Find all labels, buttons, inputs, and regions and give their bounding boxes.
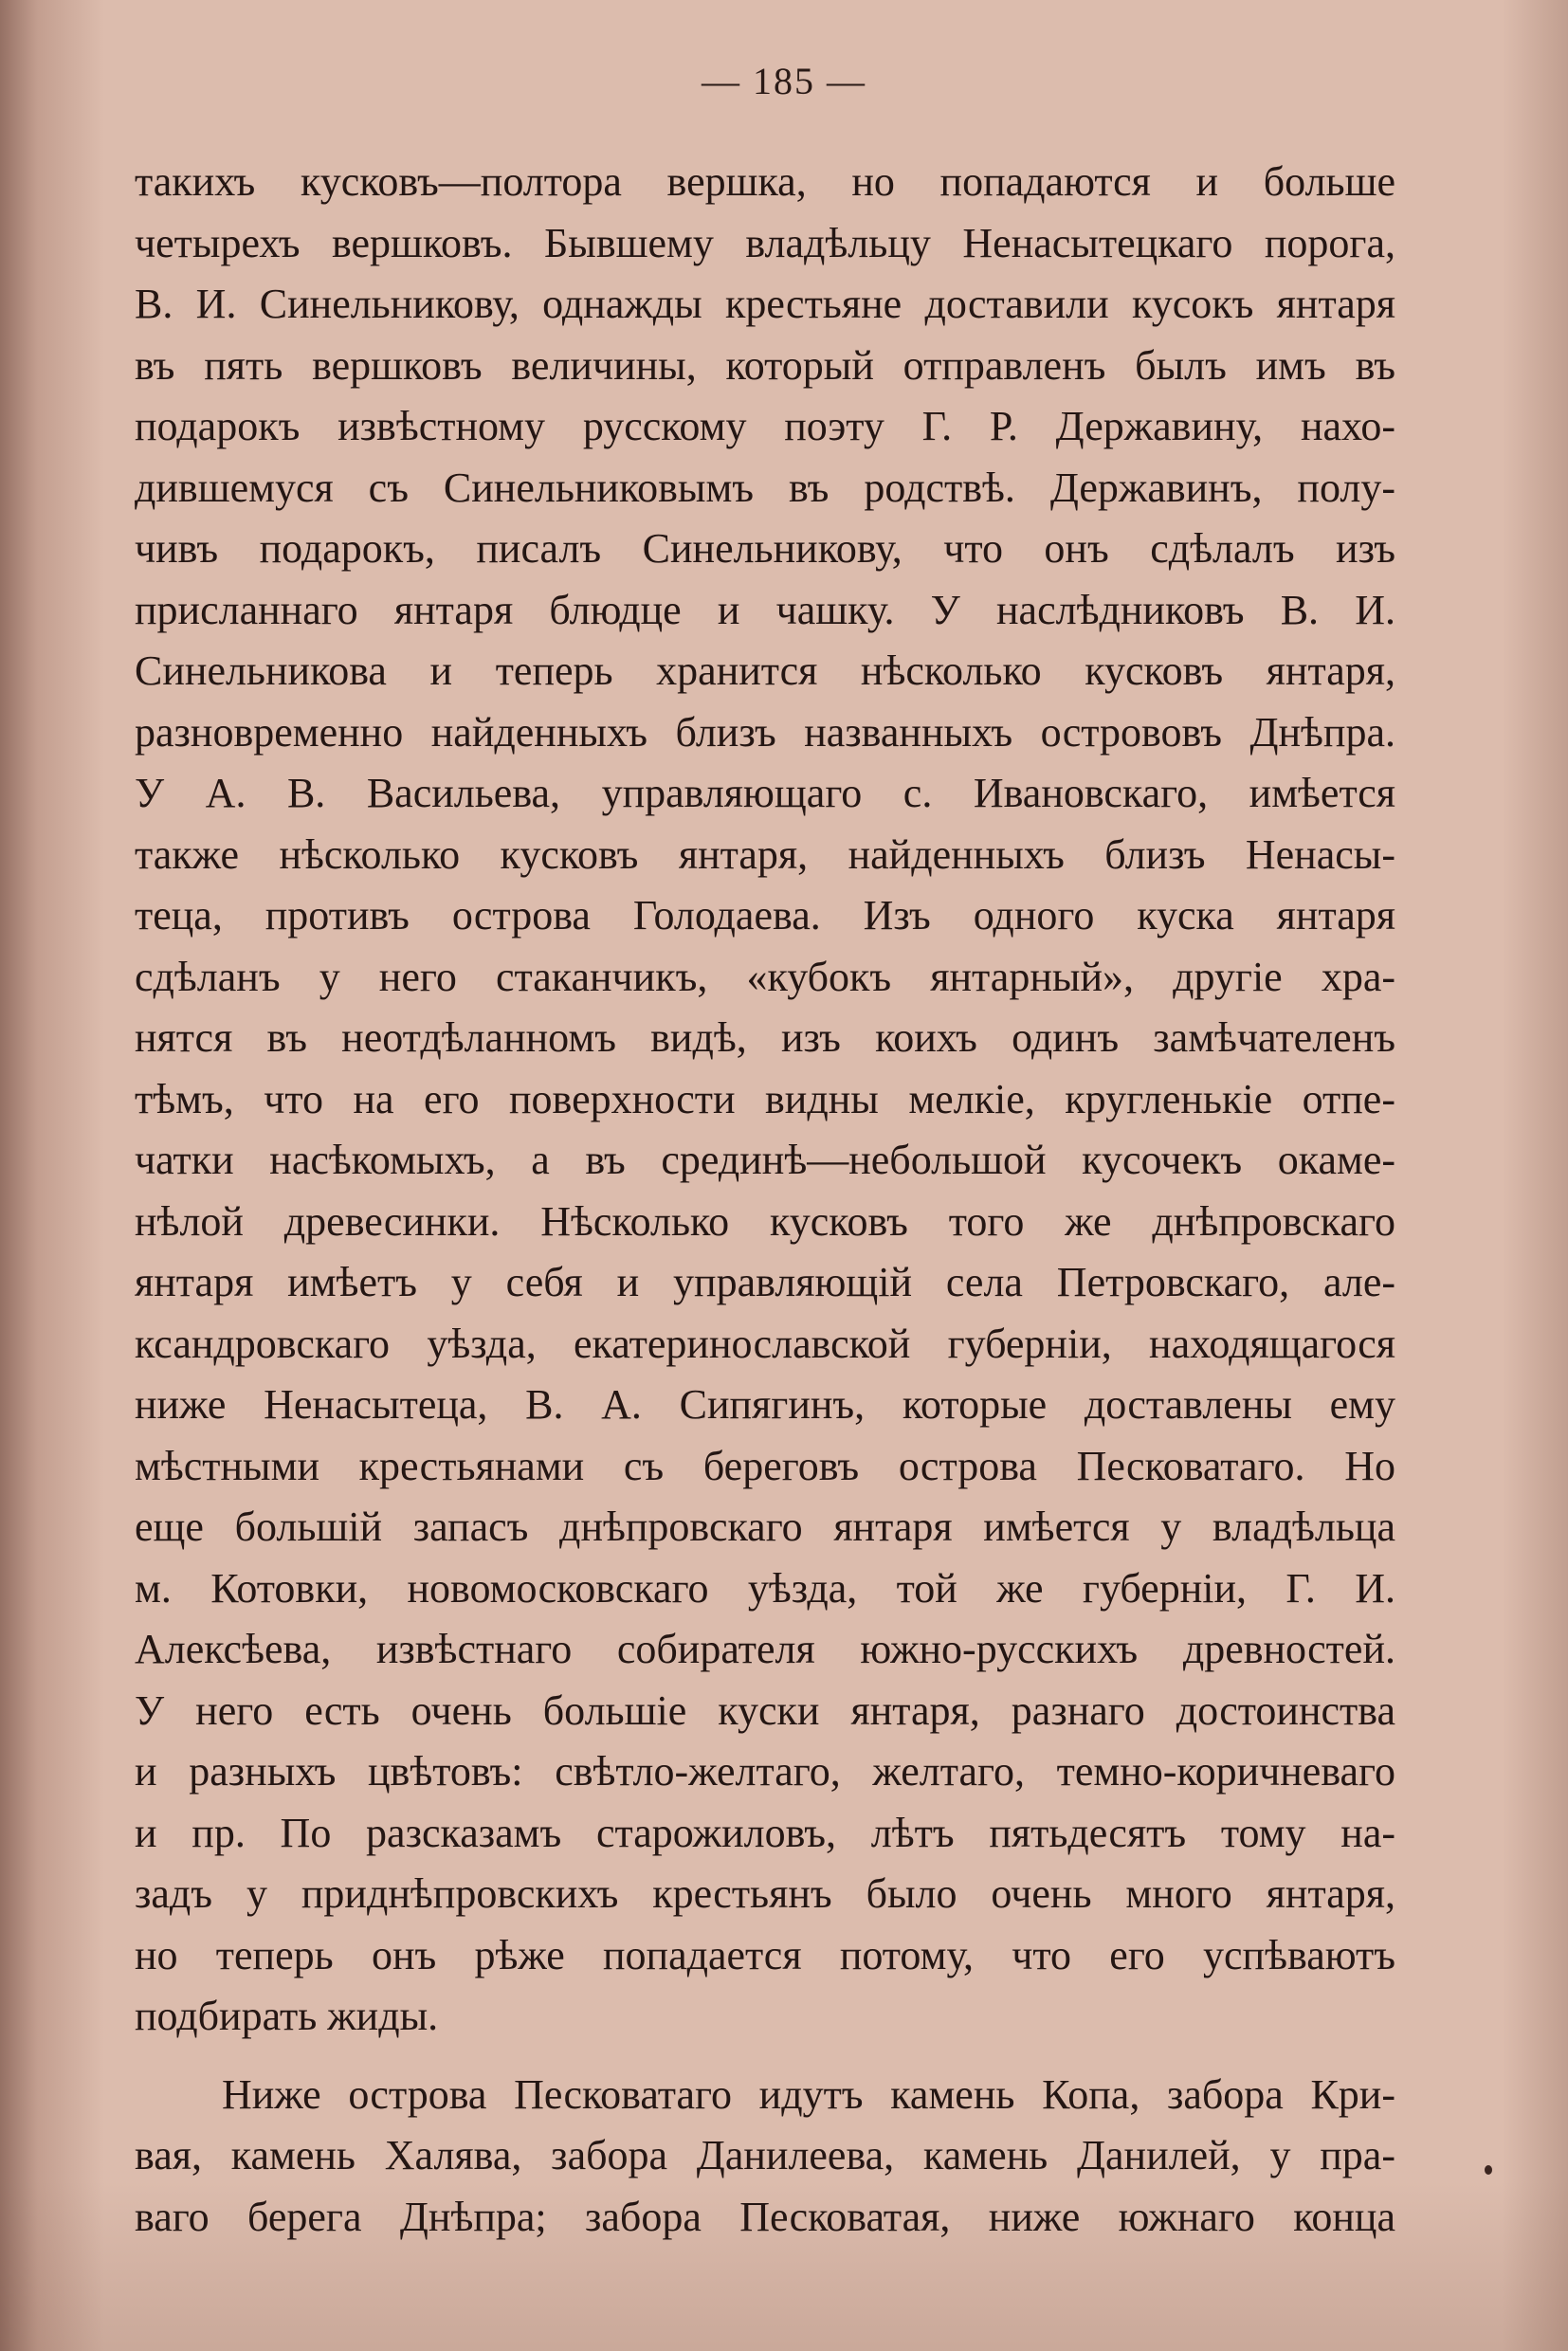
text-line: задъ у приднѣпровскихъ крестьянъ было очень много янтаря, xyxy=(135,1870,1395,1917)
text-line: чатки насѣкомыхъ, а въ срединѣ—небольшой кусочекъ окаме- xyxy=(135,1137,1395,1183)
text-line: присланнаго янтаря блюдце и чашку. У наслѣдниковъ В. И. xyxy=(135,586,1395,633)
ink-speck xyxy=(1485,2165,1492,2175)
text-line: такихъ кусковъ—полтора вершка, но попадаются и больше xyxy=(135,158,1395,205)
text-line: У А. В. Васильева, управляющаго с. Ивановскаго, имѣется xyxy=(135,770,1395,816)
text-line: Алексѣева, извѣстнаго собирателя южно-русскихъ древностей. xyxy=(135,1626,1395,1672)
text-line: и пр. По разсказамъ старожиловъ, лѣтъ пятьдесятъ тому на- xyxy=(135,1809,1395,1856)
paragraph-1 xyxy=(135,152,1395,2048)
text-line: Ниже острова Песковатаго идутъ камень Копа, забора Кри- xyxy=(222,2070,1395,2118)
text-line: чивъ подарокъ, писалъ Синельникову, что онъ сдѣлалъ изъ xyxy=(135,525,1395,572)
paragraph-2 xyxy=(135,2065,1395,2249)
text-line: м. Котовки, новомосковскаго уѣзда, той же губерніи, Г. И. xyxy=(135,1564,1395,1612)
text-line: еще большій запасъ днѣпровскаго янтаря имѣется у владѣльца xyxy=(135,1504,1395,1550)
text-line: также нѣсколько кусковъ янтаря, найденныхъ близъ Ненасы- xyxy=(135,830,1395,878)
text-line: У него есть очень большіе куски янтаря, разнаго достоинства xyxy=(135,1686,1395,1734)
text-line: разновременно найденныхъ близъ названныхъ острововъ Днѣпра. xyxy=(135,708,1395,756)
text-line: нѣлой древесинки. Нѣсколько кусковъ того же днѣпровскаго xyxy=(135,1197,1395,1245)
text-line: и разныхъ цвѣтовъ: свѣтло-желтаго, желтаго, темно-коричневаго xyxy=(135,1748,1395,1795)
text-line: подарокъ извѣстному русскому поэту Г. Р. Державину, нахо- xyxy=(135,403,1395,449)
text-line: въ пять вершковъ величины, который отправленъ былъ имъ въ xyxy=(135,341,1395,389)
text-line: четырехъ вершковъ. Бывшему владѣльцу Ненасытецкаго порога, xyxy=(135,219,1395,266)
text-line: дившемуся съ Синельниковымъ въ родствѣ. Державинъ, полу- xyxy=(135,464,1395,511)
text-line: вая, камень Халява, забора Данилеева, камень Данилей, у пра- xyxy=(135,2132,1395,2178)
text-line: тѣмъ, что на его поверхности видны мелкіе, кругленькіе отпе- xyxy=(135,1075,1395,1122)
text-line: подбирать жиды. xyxy=(135,1993,439,2039)
text-line: ниже Ненасытеца, В. А. Сипягинъ, которые доставлены ему xyxy=(135,1381,1395,1428)
text-line: ваго берега Днѣпра; забора Песковатая, ниже южнаго конца xyxy=(135,2193,1395,2240)
body-text xyxy=(135,152,1395,2248)
text-line: мѣстными крестьянами съ береговъ острова Песковатаго. Но xyxy=(135,1442,1395,1489)
text-line: янтаря имѣетъ у себя и управляющій села Петровскаго, але- xyxy=(135,1259,1395,1305)
text-line: В. И. Синельникову, однажды крестьяне доставили кусокъ янтаря xyxy=(135,281,1395,327)
text-line: нятся въ неотдѣланномъ видѣ, изъ коихъ одинъ замѣчателенъ xyxy=(135,1014,1395,1061)
text-line: но теперь онъ рѣже попадается потому, что его успѣваютъ xyxy=(135,1931,1395,1978)
text-line: теца, противъ острова Голодаева. Изъ одного куска янтаря xyxy=(135,892,1395,939)
text-line: Синельникова и теперь хранится нѣсколько кусковъ янтаря, xyxy=(135,647,1395,694)
text-line: ксандровскаго уѣзда, екатеринославской губерніи, находящагося xyxy=(135,1320,1395,1367)
text-line: сдѣланъ у него стаканчикъ, «кубокъ янтарный», другіе хра- xyxy=(135,953,1395,1000)
page-number: — 185 — xyxy=(702,60,866,102)
